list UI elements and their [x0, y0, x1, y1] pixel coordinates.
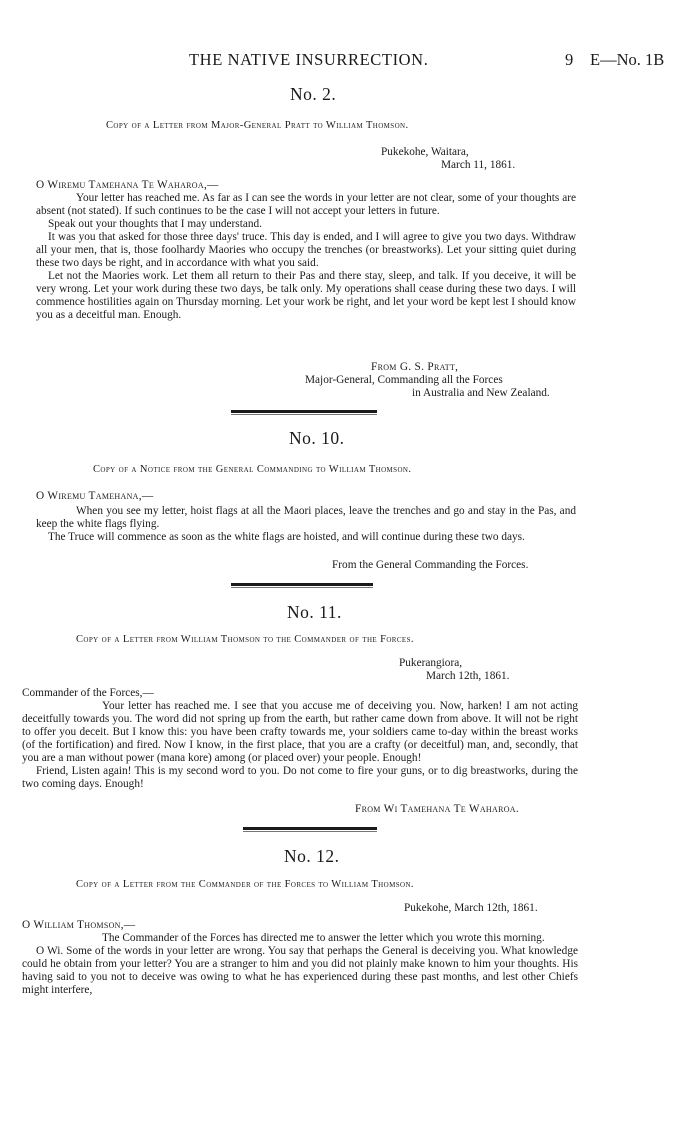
letter-body: [36, 192, 576, 322]
letter-body: [22, 700, 578, 791]
paragraph: The Truce will commence as soon as the white flags are hoisted, and will continue during these two days.: [48, 531, 525, 543]
letter-place: Pukerangiora,: [399, 657, 463, 669]
section-divider: [231, 410, 377, 413]
section-divider: [243, 827, 377, 830]
section-number: No. 11.: [287, 602, 342, 622]
paragraph: When you see my letter, hoist flags at all the Maori places, leave the trenches and go and stay in the Pas, and keep the white flags flying.: [36, 505, 576, 530]
section-number: No. 12.: [284, 846, 340, 866]
section-divider: [231, 583, 373, 586]
section-caption: Copy of a Letter from William Thomson to the Commander of the Forces.: [76, 634, 414, 645]
letter-date: March 11, 1861.: [441, 159, 516, 171]
letter-place: Pukekohe, Waitara,: [381, 146, 469, 158]
running-header: [0, 50, 700, 74]
salutation: O William Thomson,—: [22, 919, 136, 931]
signature-title: in Australia and New Zealand.: [412, 387, 550, 399]
paragraph: O Wi. Some of the words in your letter are wrong. You say that perhaps the General is deceiving you. What knowledge could he obtain from your letter? You are a stranger to him and you did not plainly make known to him your thoughts. His having said to you not to deceive was owing to what he has experienced during these past months, and lest other Chiefs might interfere,: [22, 945, 578, 996]
salutation: O Wiremu Tamehana,—: [36, 490, 154, 502]
salutation: O Wiremu Tamehana Te Waharoa,—: [36, 179, 219, 191]
signature-name: From G. S. Pratt,: [371, 361, 459, 373]
salutation: Commander of the Forces,—: [22, 687, 154, 699]
section-caption: Copy of a Letter from the Commander of the Forces to William Thomson.: [76, 879, 414, 890]
section-caption: Copy of a Letter from Major-General Pratt to William Thomson.: [106, 120, 409, 131]
section-caption: Copy of a Notice from the General Commanding to William Thomson.: [93, 464, 412, 475]
paragraph: Speak out your thoughts that I may understand.: [48, 218, 262, 230]
paragraph: Let not the Maories work. Let them all return to their Pas and there stay, sleep, and talk. If you deceive, it will be very wrong. Let your work during these two days, be talk only. My operations shall cease during these two days. I will commence hostilities again on Thursday morning. Let your work be right, and let your word be kept lest I should know you as a deceitful man. Enough.: [36, 270, 576, 321]
running-title: THE NATIVE INSURRECTION.: [189, 50, 429, 69]
section-number: No. 10.: [289, 428, 345, 448]
paragraph: Your letter has reached me. I see that you accuse me of deceiving you. Now, harken! I am not acting deceitfully towards you. The word did not spring up from the earth, but rather came down from above. It will not be right to offer you deceit. But I know this: you have been crafty towards me, your soldiers came to-day within the breast works (of the fortification) and fired. Now I know, in the first place, that you are a crafty (or deceitful) man, and, secondly, that you are a man without power (mana kore) among (or placed over) your people. Enough!: [22, 700, 578, 764]
signature-line: From Wi Tamehana Te Waharoa.: [355, 803, 519, 815]
signature-title: Major-General, Commanding all the Forces: [305, 374, 503, 386]
notice-body: [36, 505, 576, 544]
paper-reference: E—No. 1B: [590, 50, 665, 69]
section-number: No. 2.: [290, 84, 337, 104]
paragraph: The Commander of the Forces has directed me to answer the letter which you wrote this morning.: [102, 932, 545, 944]
letter-date: March 12th, 1861.: [426, 670, 510, 682]
paragraph: It was you that asked for those three days' truce. This day is ended, and I will agree to give you two days. Withdraw all your men, that is, those foolhardy Maories who occupy the trenches (or breastworks). Let your sitting quiet during these two days be right, and in accordance with what you said.: [36, 231, 576, 269]
paragraph: Friend, Listen again! This is my second word to you. Do not come to fire your guns, or to dig breastworks, during the two coming days. Enough!: [22, 765, 578, 790]
paragraph: Your letter has reached me. As far as I can see the words in your letter are not clear, some of your thoughts are absent (not stated). If such continues to be the case I will not accept your letters in future.: [36, 192, 576, 217]
signature-line: From the General Commanding the Forces.: [332, 559, 529, 571]
letter-place-date: Pukekohe, March 12th, 1861.: [404, 902, 538, 914]
letter-body: [22, 932, 578, 997]
page-number: 9: [565, 50, 574, 69]
